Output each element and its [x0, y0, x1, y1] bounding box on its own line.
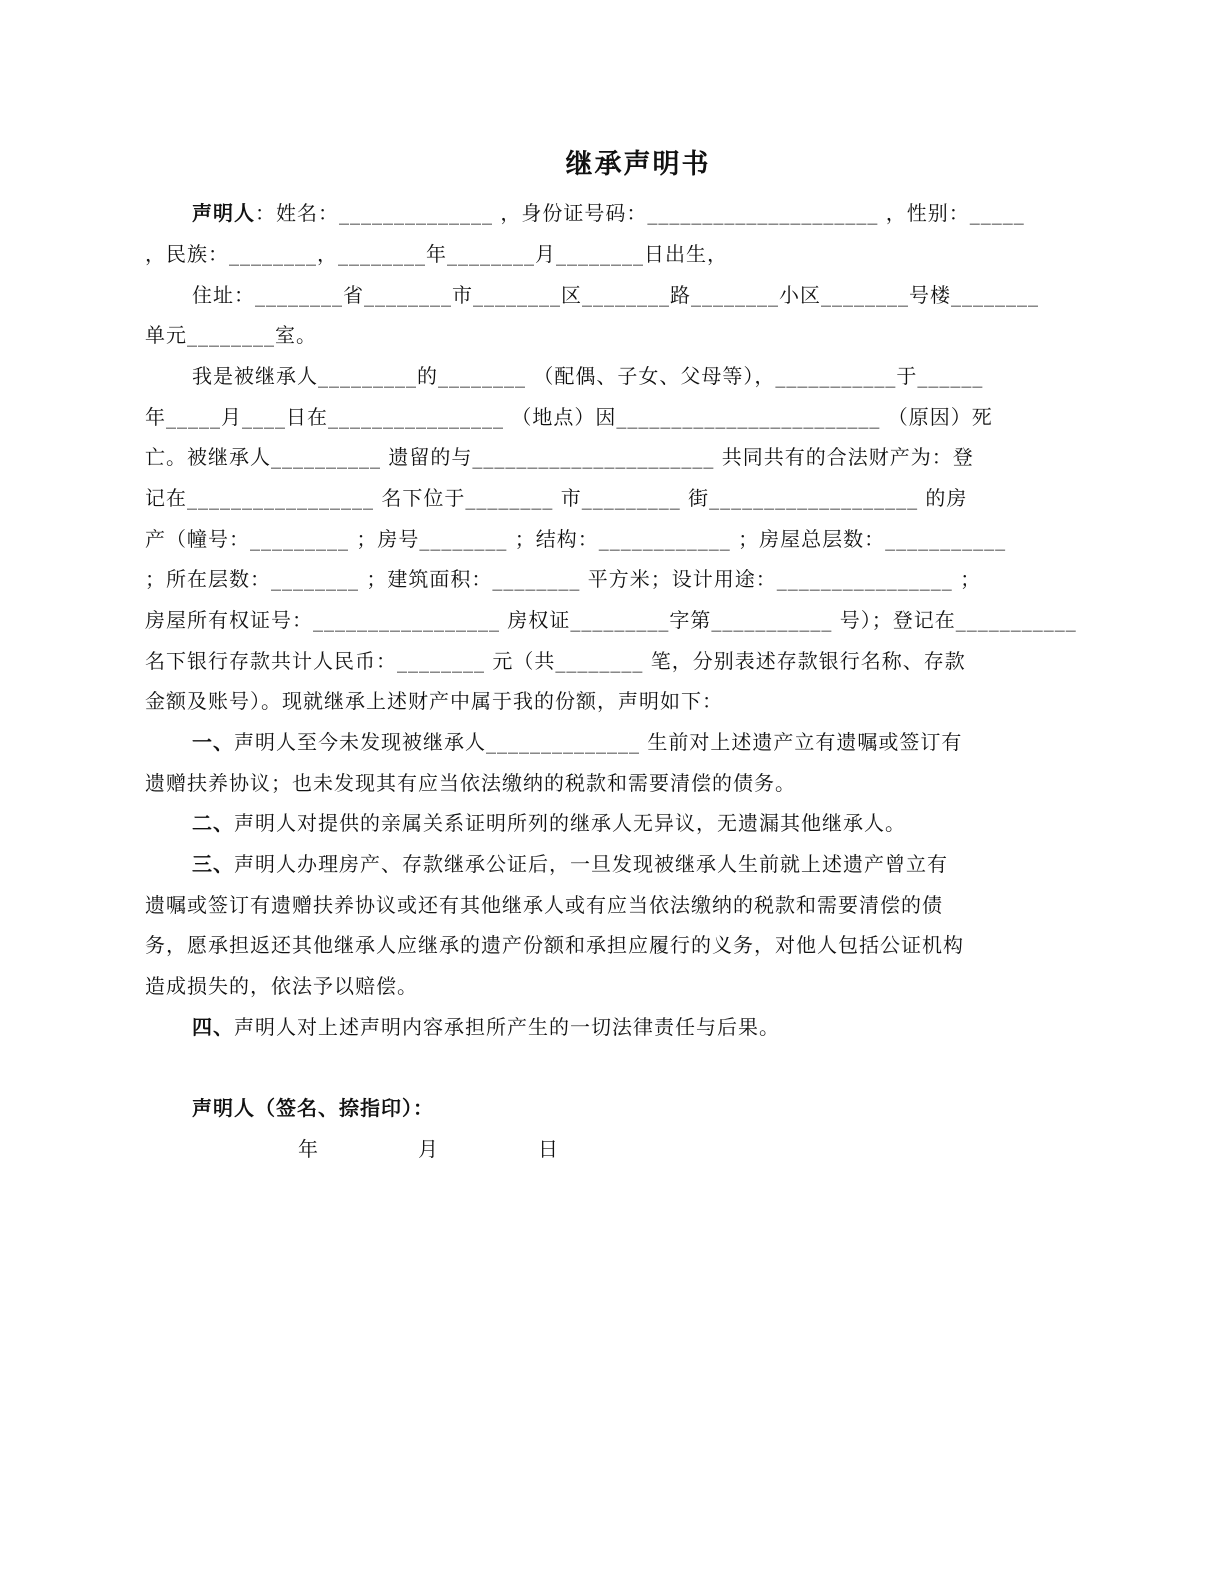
property-line-5: 房屋所有权证号：_________________ 房权证_________字第___________ 号）；登记在___________ — [145, 608, 1077, 632]
date-year-label: 年 — [298, 1137, 319, 1161]
clause-3-number: 三、 — [192, 852, 234, 876]
clause-4-line — [192, 1012, 780, 1042]
declarant-label: 声明人 — [192, 201, 255, 225]
ethnicity-birth-line: ，民族：________，________年________月________日出生， — [145, 242, 728, 266]
property-line-2: 记在_________________ 名下位于________ 市_________ 街___________________ 的房 — [145, 486, 968, 510]
document-title: 继承声明书 — [565, 149, 711, 180]
declarant-fields: ：姓名：______________ ，身份证号码：_____________________ ，性别：_____ — [255, 201, 1025, 225]
deposit-line: 名下银行存款共计人民币：________ 元（共________ 笔，分别表述存款银行名称、存款 — [145, 649, 966, 673]
clause-3-line-cont-1: 遗嘱或签订有遗赠扶养协议或还有其他继承人或有应当依法缴纳的税款和需要清偿的债 — [145, 893, 943, 917]
property-line-1: 亡。被继承人__________ 遗留的与______________________ 共同共有的合法财产为：登 — [145, 445, 974, 469]
signature-label: 声明人（签名、捺指印）： — [192, 1096, 434, 1120]
clause-1-line-cont: 遗赠扶养协议；也未发现其有应当依法缴纳的税款和需要清偿的债务。 — [145, 771, 796, 795]
declarant-line — [192, 198, 1025, 228]
address-line: 住址：________省________市________区________路________小区________号楼________ — [192, 283, 1039, 307]
relation-line: 我是被继承人_________的________ （配偶、子女、父母等），___________于______ — [192, 364, 984, 388]
property-line-3: 产（幢号：_________ ；房号________ ；结构：____________ ；房屋总层数：___________ — [145, 527, 1007, 551]
clause-2-line — [192, 808, 906, 838]
clause-1-line — [192, 727, 962, 757]
death-line: 年_____月____日在________________ （地点）因________________________ （原因）死 — [145, 405, 993, 429]
declaration-intro-line: 金额及账号）。现就继承上述财产中属于我的份额，声明如下： — [145, 689, 723, 713]
clause-3-line — [192, 849, 948, 879]
clause-1-number: 一、 — [192, 730, 234, 754]
clause-3-line-cont-3: 造成损失的，依法予以赔偿。 — [145, 974, 418, 998]
clause-2-number: 二、 — [192, 811, 234, 835]
date-month-label: 月 — [418, 1137, 439, 1161]
date-day-label: 日 — [538, 1137, 559, 1161]
property-line-4: ；所在层数：________ ；建筑面积：________ 平方米；设计用途：________________ ； — [145, 567, 982, 591]
clause-2-text: 声明人对提供的亲属关系证明所列的继承人无异议，无遗漏其他继承人。 — [234, 811, 906, 835]
address-line-cont: 单元________室。 — [145, 323, 317, 347]
clause-4-number: 四、 — [192, 1015, 234, 1039]
clause-3-text: 声明人办理房产、存款继承公证后，一旦发现被继承人生前就上述遗产曾立有 — [234, 852, 948, 876]
clause-3-line-cont-2: 务，愿承担返还其他继承人应继承的遗产份额和承担应履行的义务，对他人包括公证机构 — [145, 933, 964, 957]
clause-1-text: 声明人至今未发现被继承人______________ 生前对上述遗产立有遗嘱或签订有 — [234, 730, 963, 754]
clause-4-text: 声明人对上述声明内容承担所产生的一切法律责任与后果。 — [234, 1015, 780, 1039]
